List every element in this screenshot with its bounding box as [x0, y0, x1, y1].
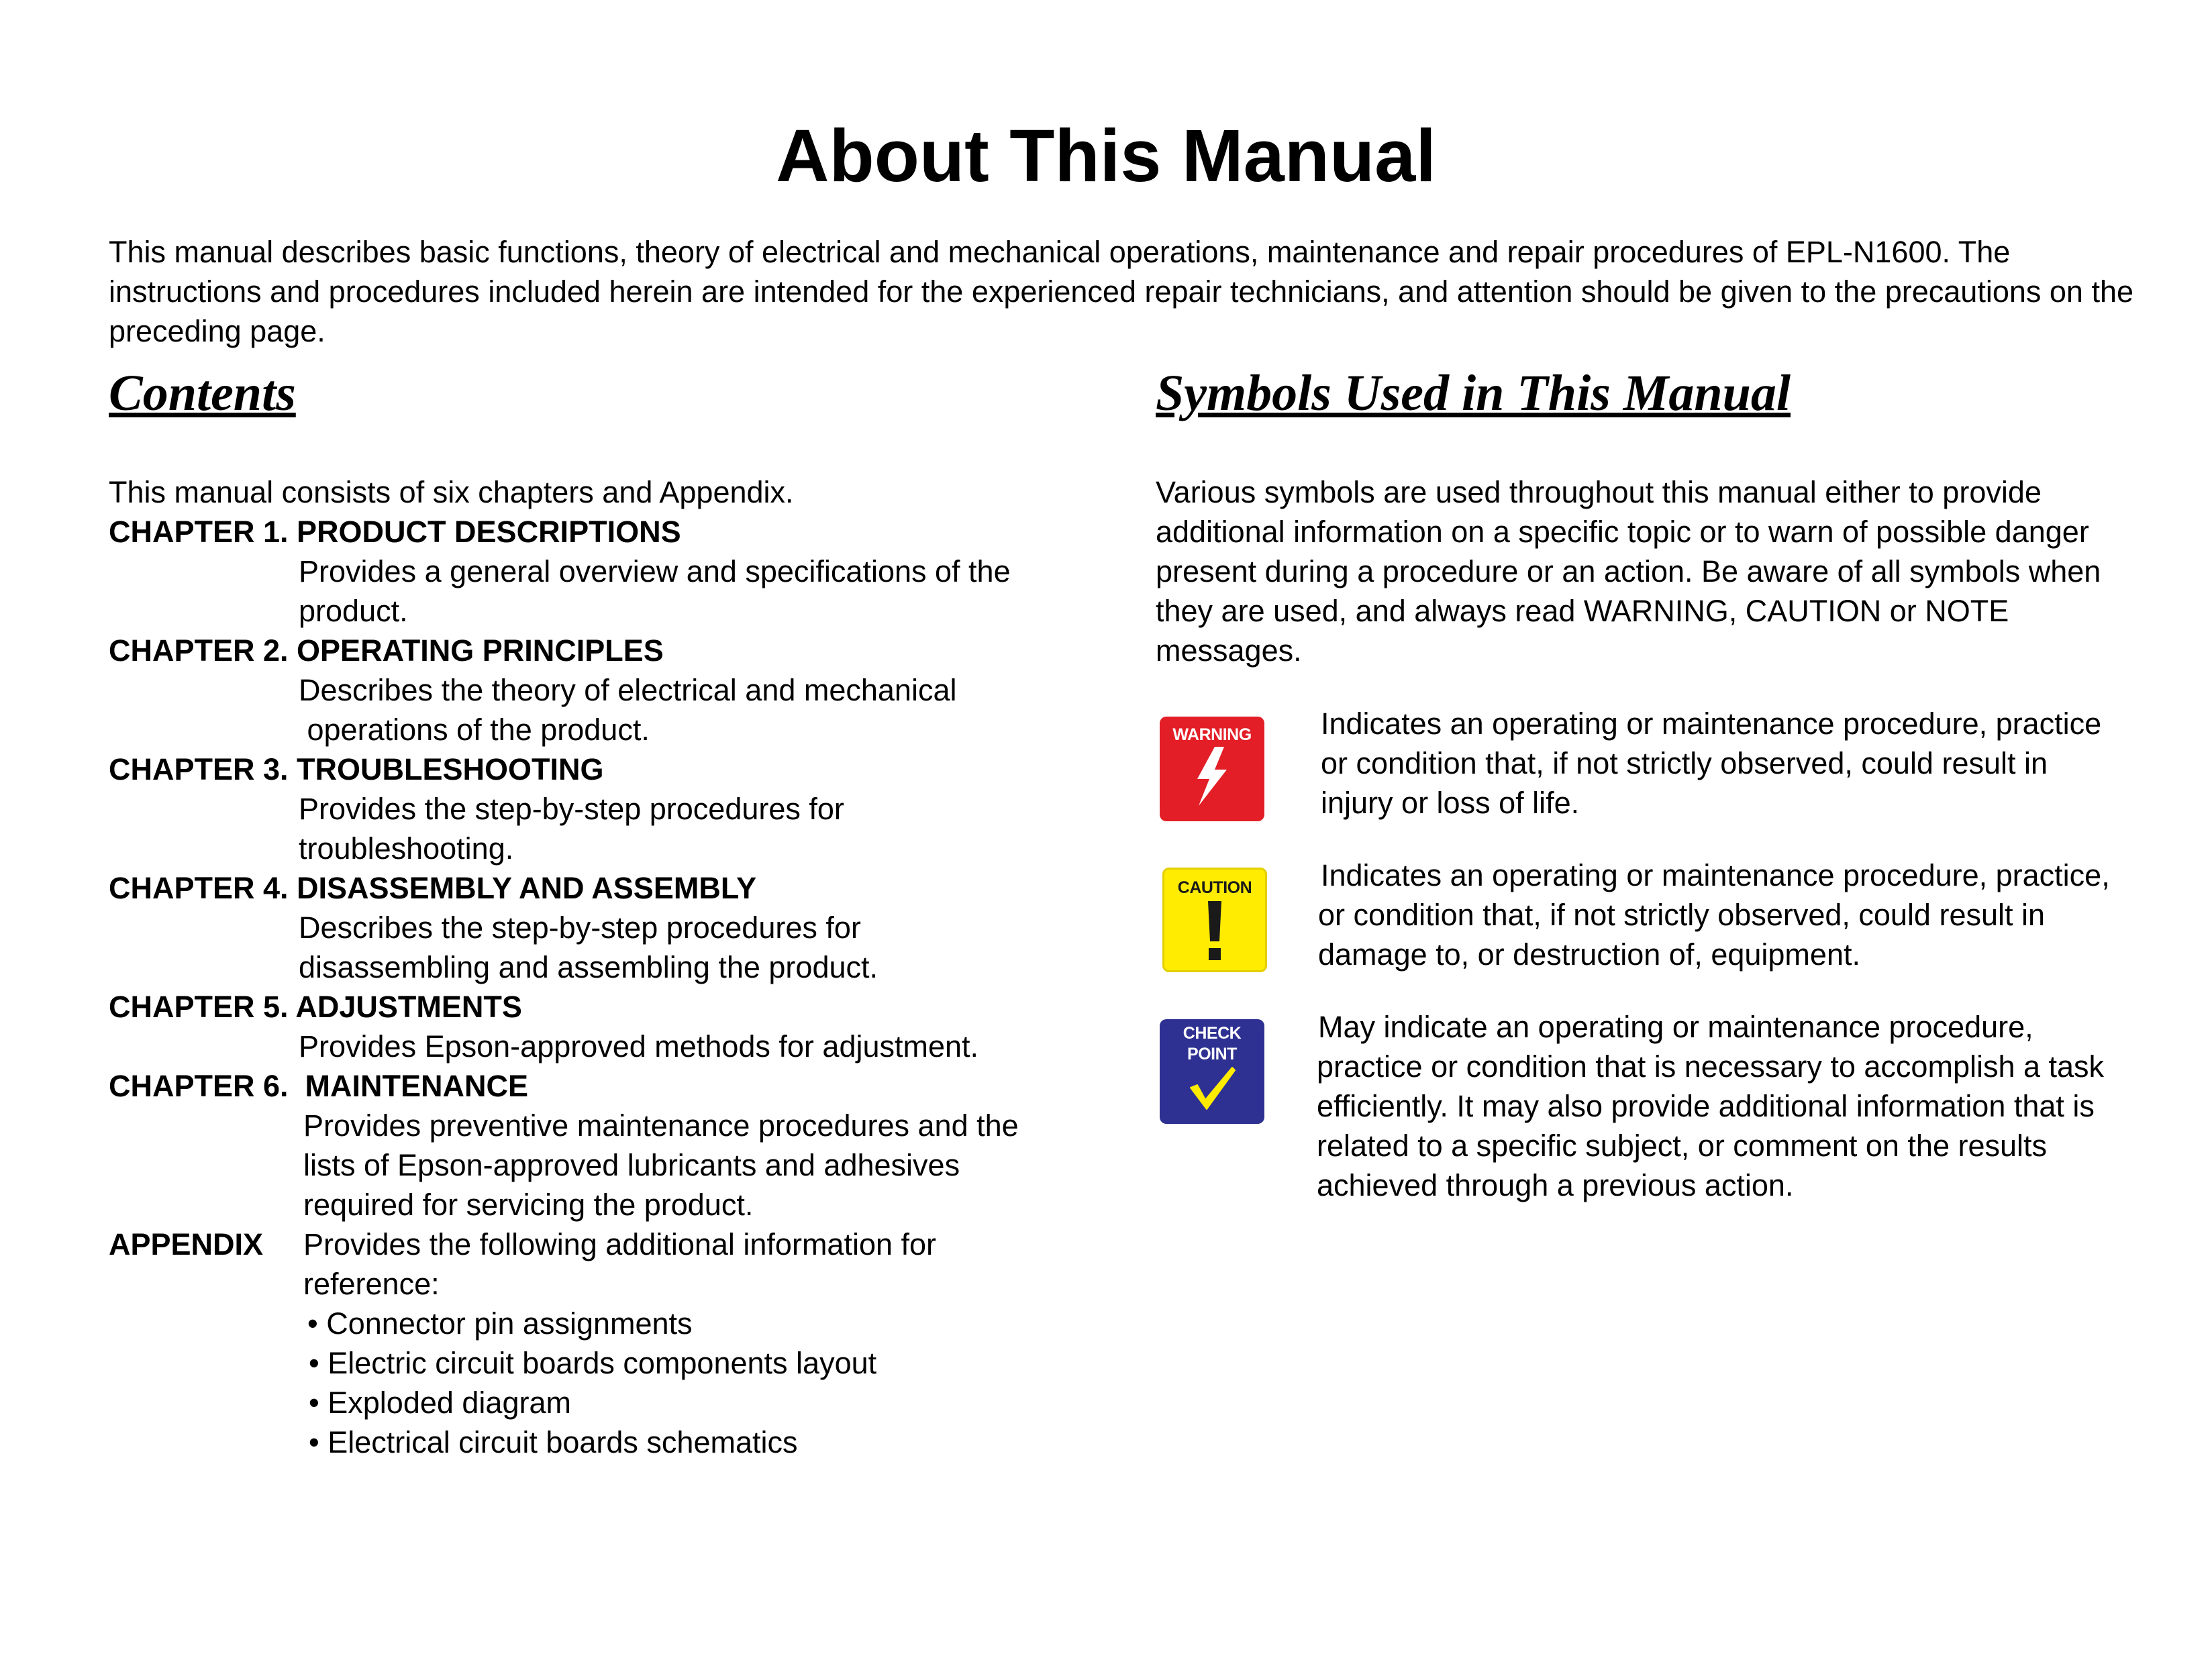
caution-desc-line: Indicates an operating or maintenance procedure, practice, — [1321, 858, 2110, 892]
exclamation-icon — [1201, 898, 1228, 963]
appendix-title: APPENDIX — [109, 1227, 264, 1261]
symbols-intro-line: Various symbols are used throughout this manual either to provide — [1156, 475, 2042, 509]
chapter-6-title: CHAPTER 6. MAINTENANCE — [109, 1069, 529, 1103]
appendix-item: • Electric circuit boards components layout — [309, 1346, 877, 1380]
chapter-2-desc: operations of the product. — [299, 713, 650, 747]
chapter-3-desc: Provides the step-by-step procedures for — [299, 792, 844, 826]
chapter-6-desc: lists of Epson-approved lubricants and adhesives — [303, 1148, 960, 1182]
chapter-5-desc: Provides Epson-approved methods for adjustment. — [299, 1029, 979, 1063]
check-point-desc-line: efficiently. It may also provide additional information that is — [1317, 1089, 2095, 1123]
lightning-bolt-icon — [1185, 745, 1239, 807]
chapter-3-desc: troubleshooting. — [299, 831, 514, 866]
chapter-1-desc: Provides a general overview and specifications of the — [299, 554, 1011, 588]
appendix-item: • Electrical circuit boards schematics — [309, 1425, 798, 1459]
page-title: About This Manual — [776, 115, 1436, 197]
chapter-4-title: CHAPTER 4. DISASSEMBLY AND ASSEMBLY — [109, 871, 757, 905]
warning-desc-line: or condition that, if not strictly observed, could result in — [1321, 746, 2048, 780]
chapter-3-title: CHAPTER 3. TROUBLESHOOTING — [109, 752, 604, 786]
warning-desc-line: Indicates an operating or maintenance procedure, practice — [1321, 707, 2102, 741]
contents-intro: This manual consists of six chapters and Appendix. — [109, 475, 794, 509]
symbols-intro-line: additional information on a specific topic or to warn of possible danger — [1156, 515, 2089, 549]
symbols-intro-line: messages. — [1156, 633, 1302, 668]
contents-heading: Contents — [109, 365, 296, 421]
chapter-4-desc: Describes the step-by-step procedures for — [299, 911, 861, 945]
check-point-desc-line: practice or condition that is necessary to accomplish a task — [1317, 1049, 2105, 1084]
chapter-6-desc: required for servicing the product. — [303, 1188, 754, 1222]
symbols-intro-line: they are used, and always read WARNING, CAUTION or NOTE — [1156, 594, 2009, 628]
caution-icon — [1162, 868, 1267, 972]
check-point-icon — [1160, 1019, 1264, 1124]
check-point-desc-line: May indicate an operating or maintenance procedure, — [1318, 1010, 2033, 1044]
check-point-desc-line: related to a specific subject, or comment on the results — [1317, 1129, 2048, 1163]
intro-paragraph: This manual describes basic functions, theory of electrical and mechanical operations, maintenance and repair procedures of EPL-N1600. The instructions and procedures included herein are intended for the experienced repair technicians, and attention should be given to the precautions on the preceding page. — [109, 235, 2133, 348]
warning-desc-line: injury or loss of life. — [1321, 786, 1580, 820]
appendix-desc: reference: — [303, 1267, 440, 1301]
symbols-intro-line: present during a procedure or an action. Be aware of all symbols when — [1156, 554, 2101, 588]
symbols-heading: Symbols Used in This Manual — [1156, 365, 1791, 421]
appendix-desc: Provides the following additional information for — [303, 1227, 937, 1261]
warning-icon — [1160, 717, 1264, 821]
check-point-desc-line: achieved through a previous action. — [1317, 1168, 1794, 1202]
checkmark-icon — [1185, 1065, 1239, 1112]
chapter-5-title: CHAPTER 5. ADJUSTMENTS — [109, 990, 522, 1024]
caution-desc-line: or condition that, if not strictly observed, could result in — [1318, 898, 2046, 932]
caution-desc-line: damage to, or destruction of, equipment. — [1318, 937, 1860, 972]
chapter-4-desc: disassembling and assembling the product. — [299, 950, 878, 984]
chapter-1-title: CHAPTER 1. PRODUCT DESCRIPTIONS — [109, 515, 681, 549]
appendix-item: • Exploded diagram — [309, 1386, 571, 1420]
appendix-item: • Connector pin assignments — [307, 1306, 693, 1341]
check-point-label: CHECK POINT — [1183, 1024, 1242, 1063]
chapter-6-desc: Provides preventive maintenance procedures and the — [303, 1108, 1019, 1143]
caution-label: CAUTION — [1177, 878, 1252, 897]
chapter-2-desc: Describes the theory of electrical and mechanical — [299, 673, 957, 707]
warning-label: WARNING — [1172, 725, 1252, 744]
chapter-1-desc: product. — [299, 594, 408, 628]
chapter-2-title: CHAPTER 2. OPERATING PRINCIPLES — [109, 633, 664, 668]
